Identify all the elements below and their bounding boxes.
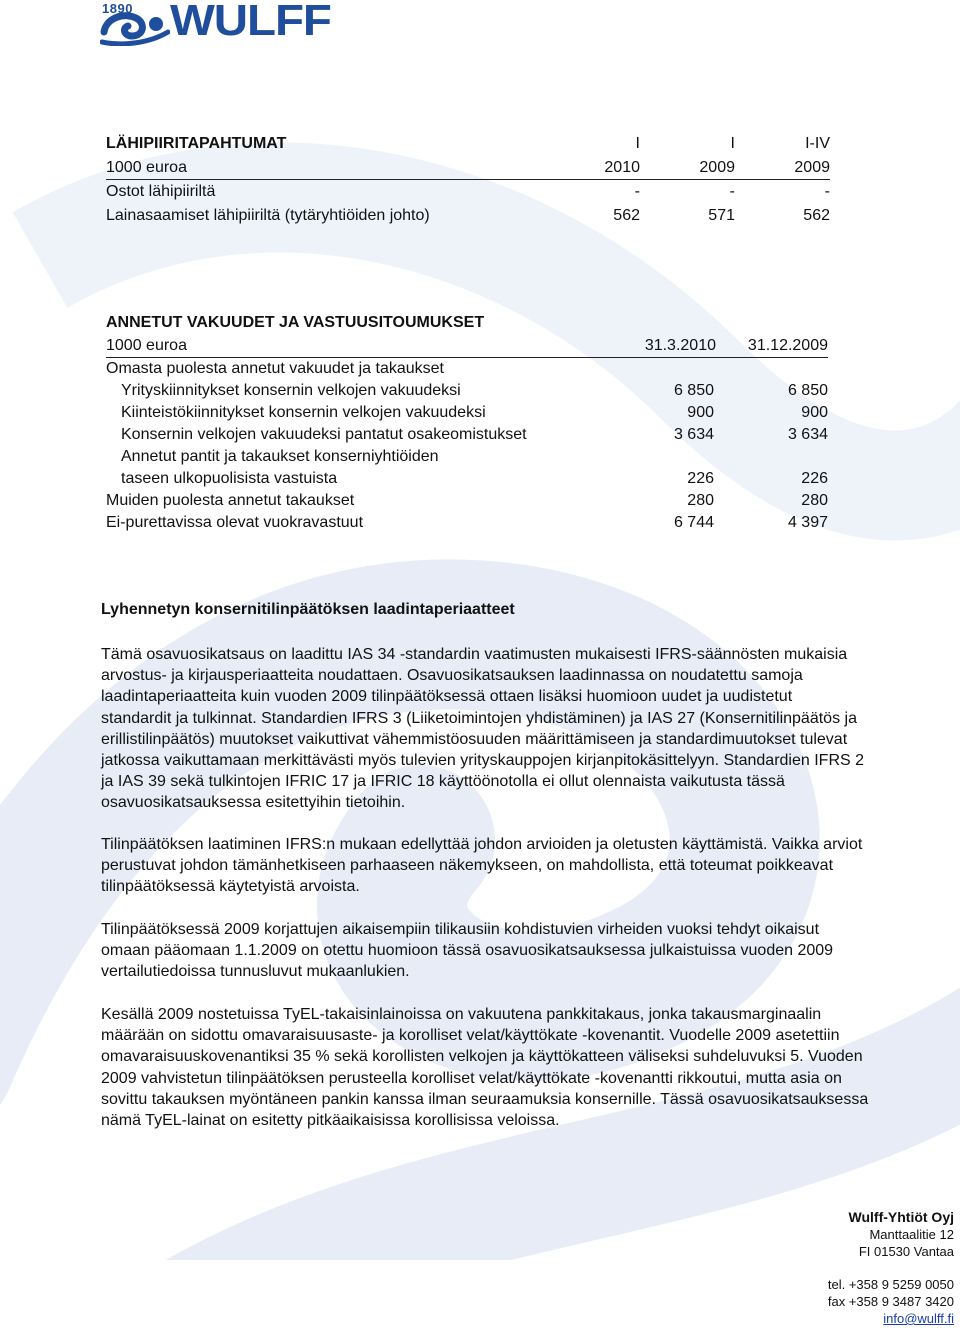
row-label: Konsernin velkojen vakuudeksi pantatut osakeomistukset <box>121 426 527 443</box>
paragraph-line: sovittu takauksen myöntäneen pankin kanssa ilman seuraamuksia konsernille. Tässä osavuosikatsauksessa <box>101 1090 869 1108</box>
contact-info <box>828 1276 954 1327</box>
paragraph-line: nämä TyEL-lainat on esitetty pitkäaikaisissa korollisissa veloissa. <box>101 1112 560 1130</box>
row-value: 562 <box>803 206 830 224</box>
table-header-row <box>106 311 828 334</box>
row-value: 562 <box>613 206 640 224</box>
guarantees-table <box>106 311 828 534</box>
row-value: 900 <box>687 404 714 421</box>
row-value: 226 <box>687 470 714 487</box>
table-row <box>106 402 828 424</box>
guarantees-title: ANNETUT VAKUUDET JA VASTUUSITOUMUKSET <box>106 314 485 331</box>
row-label: Muiden puolesta annetut takaukset <box>106 492 355 509</box>
row-value: - <box>729 183 735 200</box>
column-header: I-IV <box>805 135 830 152</box>
table-row <box>106 424 828 446</box>
row-value: - <box>634 183 640 200</box>
column-year: 2009 <box>794 158 830 176</box>
logo-wordmark: WULFF <box>170 0 331 45</box>
paragraph-line: arvostus- ja kirjausperiaatteita noudattaen. Osavuosikatsauksen laadinnassa on noudatettu samoja <box>101 667 803 685</box>
email-link[interactable]: info@wulff.fi <box>883 1311 954 1326</box>
row-value: 6 850 <box>673 382 714 399</box>
row-value: - <box>824 183 830 200</box>
row-value: 6 850 <box>787 382 828 399</box>
table-row <box>106 358 828 380</box>
row-label: Ostot lähipiiriltä <box>106 183 216 200</box>
paragraph-line: 2009 vahvistetun tilinpäätöksen perusteella korolliset velat/käyttökate -kovenantti rikkoutui, mutta asia on <box>101 1069 842 1087</box>
related-party-table <box>106 132 830 227</box>
column-year: 2009 <box>699 158 735 176</box>
paragraph-line: omaan pääomaan 1.1.2009 on otettu huomioon tässä osavuosikatsauksessa julkaistuissa vuoden 2009 <box>101 942 834 960</box>
paragraph-line: Tilinpäätöksessä 2009 korjattujen aikaisempiin tilikausiin kohdistuvien virheiden vuoksi tehdyt oikaisut <box>101 921 820 938</box>
logo-year: 1890 <box>102 1 133 16</box>
row-label: Yrityskiinnitykset konsernin velkojen vakuudeksi <box>121 382 461 399</box>
row-label: Annetut pantit ja takaukset konserniyhtiöiden <box>121 448 439 465</box>
row-value: 280 <box>801 492 828 509</box>
table-row <box>106 204 830 228</box>
row-value: 226 <box>801 470 828 487</box>
row-label: Lainasaamiset lähipiiriltä (tytäryhtiöiden johto) <box>106 206 430 224</box>
table-header-row <box>106 132 830 156</box>
column-date: 31.12.2009 <box>747 337 828 354</box>
paragraph-line: standardit ja tulkinnat. Standardien IFRS 3 (Liiketoimintojen yhdistäminen) ja IAS 27 (Konsernitilinpäätös ja <box>101 709 857 727</box>
column-date: 31.3.2010 <box>644 337 716 354</box>
paragraph-line: jatkossa vaikuttamaan merkittävästi myös tulevien yrityskauppojen kirjanpitokäsittelyyn. Standardien IFRS 2 <box>101 752 865 770</box>
row-value: 571 <box>708 206 735 224</box>
row-value: 6 744 <box>673 514 714 531</box>
row-value: 3 634 <box>673 426 714 443</box>
city-address: FI 01530 Vantaa <box>858 1244 954 1259</box>
table-row <box>106 380 828 402</box>
row-label: Kiinteistökiinnitykset konsernin velkojen vakuudeksi <box>121 404 486 421</box>
paragraph-line: määrään on sidottu omavaraisuusaste- ja korolliset velat/käyttökate -kovenantit. Vuodelle 2009 asetettiin <box>101 1027 840 1045</box>
paragraph <box>101 834 957 898</box>
row-value: 3 634 <box>787 426 828 443</box>
paragraph-line: laadintaperiaatteita kuin vuoden 2009 tilinpäätöksessä ottaen lisäksi huomioon uudet ja uudistetut <box>101 688 793 706</box>
row-label: Omasta puolesta annetut vakuudet ja takaukset <box>106 360 444 377</box>
table-row <box>106 490 828 512</box>
company-name: Wulff-Yhtiöt Oyj <box>848 1209 954 1225</box>
paragraph <box>101 919 957 983</box>
row-value: 280 <box>687 492 714 509</box>
paragraph-line: Tilinpäätöksen laatiminen IFRS:n mukaan edellyttää johdon arvioiden ja oletusten käyttämistä. Vaikka arviot <box>101 836 863 853</box>
phone-number: tel. +358 9 5259 0050 <box>827 1277 954 1292</box>
paragraph-line: omavaraisuuskovenantiksi 35 % sekä korollisten velkojen ja käyttökatteen väliseksi suhdeluvuksi 5. Vuoden <box>101 1048 863 1066</box>
table-row <box>106 446 828 468</box>
table-row <box>106 512 828 534</box>
row-label: taseen ulkopuolisista vastuista <box>121 470 338 487</box>
paragraph-line: osavuosikatsauksessa esitettyihin tietoihin. <box>101 794 406 812</box>
row-value: 900 <box>801 404 828 421</box>
related-party-title: LÄHIPIIRITAPAHTUMAT <box>106 135 287 152</box>
column-year: 2010 <box>604 158 640 176</box>
row-value: 4 397 <box>787 514 828 531</box>
paragraph-line: Tämä osavuosikatsaus on laadittu IAS 34 -standardin vaatimusten mukaisesti IFRS-säännösten mukaisia <box>101 646 848 663</box>
unit-label: 1000 euroa <box>106 158 187 176</box>
paragraph-line: perustuvat johdon tämänhetkiseen parhaaseen näkemykseen, on mahdollista, että toteumat poikkeavat <box>101 857 834 875</box>
wulff-logo <box>100 2 370 46</box>
column-header: I <box>635 135 640 152</box>
paragraph-line: tilinpäätöksessä käytetyistä arvoista. <box>101 878 360 896</box>
unit-label: 1000 euroa <box>106 337 187 354</box>
paragraph-line: vertailutiedoissa tunnusluvut mukaanlukien. <box>101 963 410 981</box>
table-unit-row <box>106 334 828 358</box>
row-label: Ei-purettavissa olevat vuokravastuut <box>106 514 364 531</box>
paragraph <box>101 644 957 814</box>
paragraph-line: ja IAS 39 sekä tulkintojen IFRIC 17 ja IFRIC 18 käyttöönotolla ei ollut olennaista vaikutusta tässä <box>101 773 785 791</box>
table-unit-row <box>106 156 830 181</box>
street-address: Manttaalitie 12 <box>869 1227 954 1242</box>
paragraph-line: erillistilinpäätös) muutokset vaikuttivat vähemmistöosuuden määrittämiseen ja standardimuutokset tulevat <box>101 730 848 748</box>
fax-number: fax +358 9 3487 3420 <box>827 1294 954 1309</box>
table-row <box>106 468 828 490</box>
company-address <box>849 1209 955 1260</box>
section-title: Lyhennetyn konsernitilinpäätöksen laadintaperiaatteet <box>101 601 515 618</box>
table-row <box>106 180 830 204</box>
column-header: I <box>730 135 735 152</box>
paragraph-line: Kesällä 2009 nostetuissa TyEL-takaisinlainoissa on vakuutena pankkitakaus, jonka takausmarginaalin <box>101 1006 822 1023</box>
paragraph <box>101 1004 957 1131</box>
